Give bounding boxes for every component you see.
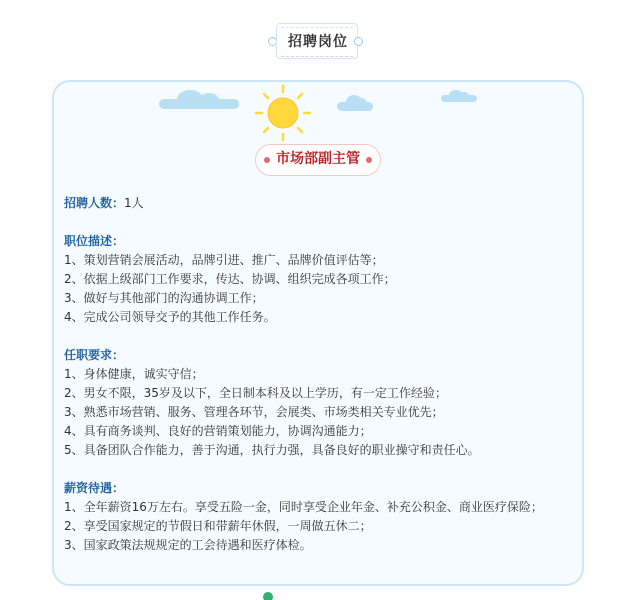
list-item: 4、具有商务谈判、良好的营销策划能力，协调沟通能力； [64,424,372,438]
list-item: 2、依据上级部门工作要求，传达、协调、组织完成各项工作； [64,272,396,286]
list-item: 3、做好与其他部门的沟通协调工作； [64,291,264,305]
headcount-row [64,194,576,213]
description-heading: 职位描述： [64,234,125,248]
list-item: 2、享受国家规定的节假日和带薪年休假，一周做五休二； [64,519,372,533]
section-title [0,0,621,72]
cloud-icon [337,102,373,111]
list-item: 1、身体健康，诚实守信； [64,367,204,381]
list-item: 3、国家政策法规规定的工会待遇和医疗体检。 [64,538,312,552]
list-item: 2、男女不限，35岁及以下，全日制本科及以上学历，有一定工作经验； [64,386,447,400]
list-item: 4、完成公司领导交予的其他工作任务。 [64,310,276,324]
headcount-value: 1人 [124,196,144,210]
section-title-tag [276,23,358,59]
title-right-dot [354,37,363,46]
list-item: 3、熟悉市场营销、服务、管理各环节，会展类、市场类相关专业优先； [64,405,444,419]
decorative-dot [263,592,273,600]
section-title-text: 招聘岗位 [288,34,348,50]
job-details [64,194,576,555]
cloud-icon [159,99,239,109]
job-card [52,80,584,586]
sun-icon [254,84,312,142]
list-item: 1、策划营销会展活动，品牌引进、推广、品牌价值评估等； [64,253,384,267]
job-title: 市场部副主管 [255,144,381,176]
headcount-label: 招聘人数： [64,196,125,210]
list-item: 1、全年薪资16万左右。享受五险一金，同时享受企业年金、补充公积金、商业医疗保险； [64,500,543,514]
list-item: 5、具备团队合作能力，善于沟通，执行力强，具备良好的职业操守和责任心。 [64,443,480,457]
salary-heading: 薪资待遇： [64,481,125,495]
requirements-heading: 任职要求： [64,348,125,362]
cloud-icon [441,95,477,102]
